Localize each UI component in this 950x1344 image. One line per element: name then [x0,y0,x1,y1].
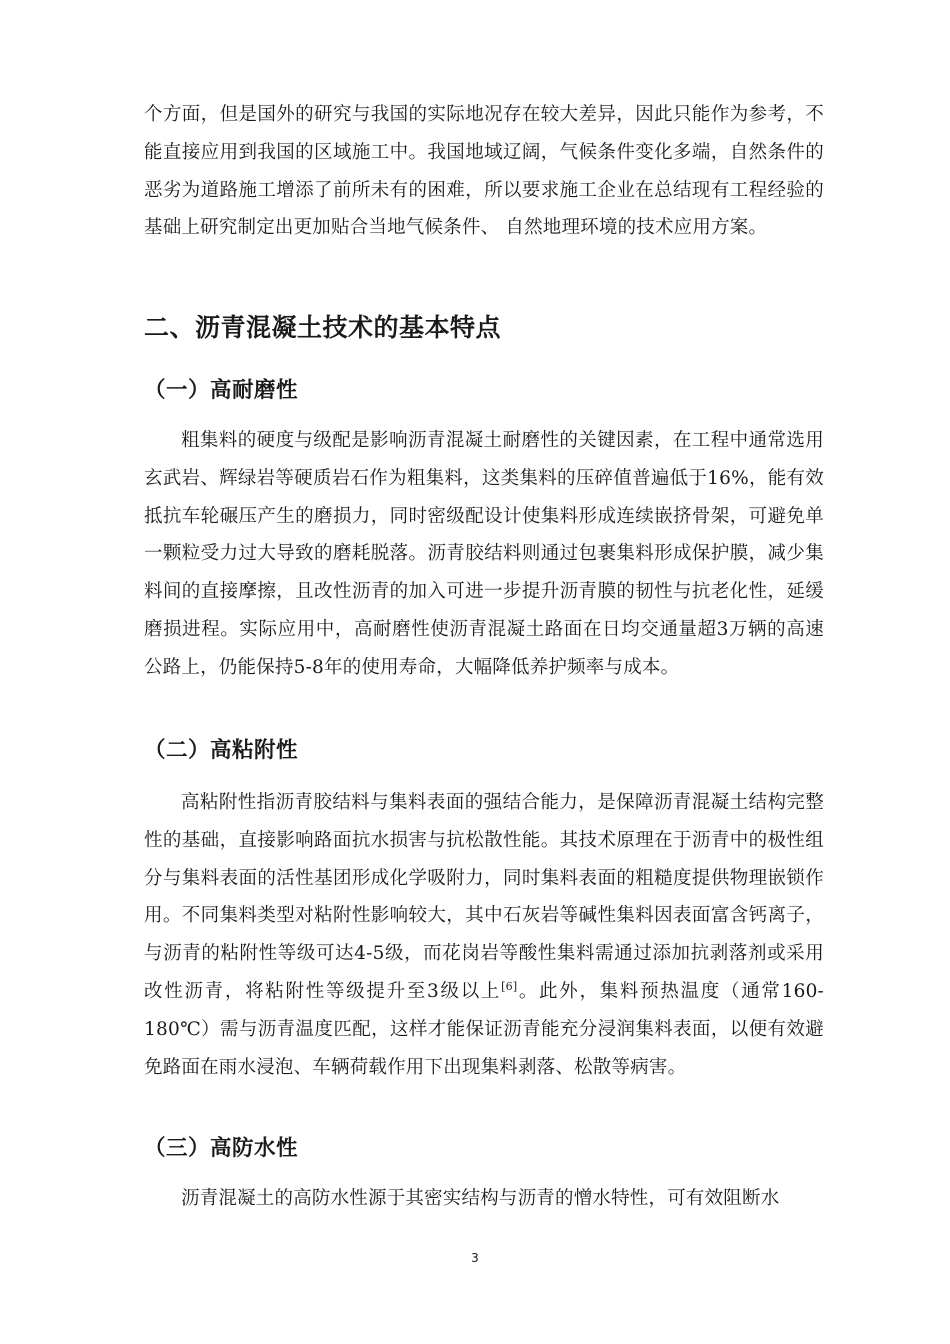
subheading-adhesion: （二）高粘附性 [144,738,299,763]
paragraph-adhesion [144,784,824,1086]
citation-reference: [6] [501,979,518,993]
paragraph-intro-continuation: 个方面，但是国外的研究与我国的实际地况存在较大差异，因此只能作为参考，不能直接应用到我国的区域施工中。我国地域辽阔，气候条件变化多端，自然条件的恶劣为道路施工增添了前所未有的困难，所以要求施工企业在总结现有工程经验的基础上研究制定出更加贴合当地气候条件、 自然地理环境的技术应用方案。 [144,104,824,239]
adhesion-text-part1: 高粘附性指沥青胶结料与集料表面的强结合能力，是保障沥青混凝土结构完整性的基础，直接影响路面抗水损害与抗松散性能。其技术原理在于沥青中的极性组分与集料表面的活性基团形成化学吸附力，同时集料表面的粗糙度提供物理嵌锁作用。不同集料类型对粘附性影响较大，其中石灰岩等碱性集料因表面富含钙离子，与沥青的粘附性等级可达4-5级，而花岗岩等酸性集料需通过添加抗剥落剂或采用改性沥青，将粘附性等级提升至3级以上 [144,792,824,1002]
subheading-wear-resistance: （一）高耐磨性 [144,378,299,403]
page-number: 3 [471,1251,479,1265]
subheading-waterproof: （三）高防水性 [144,1136,299,1161]
paragraph-waterproof: 沥青混凝土的高防水性源于其密实结构与沥青的憎水特性，可有效阻断水 [181,1188,780,1209]
section-heading-basic-features: 二、沥青混凝土技术的基本特点 [144,313,502,342]
adhesion-text-part2: 。此外，集料预热温度（通常160-180℃）需与沥青温度匹配，这样才能保证沥青能充分浸润集料表面，以便有效避免路面在雨水浸泡、车辆荷载作用下出现集料剥落、松散等病害。 [144,980,824,1078]
paragraph-wear-resistance: 粗集料的硬度与级配是影响沥青混凝土耐磨性的关键因素，在工程中通常选用玄武岩、辉绿岩等硬质岩石作为粗集料，这类集料的压碎值普遍低于16%，能有效抵抗车轮碾压产生的磨损力，同时密级配设计使集料形成连续嵌挤骨架，可避免单一颗粒受力过大导致的磨耗脱落。沥青胶结料则通过包裹集料形成保护膜，减少集料间的直接摩擦，且改性沥青的加入可进一步提升沥青膜的韧性与抗老化性，延缓磨损进程。实际应用中，高耐磨性使沥青混凝土路面在日均交通量超3万辆的高速公路上，仍能保持5-8年的使用寿命，大幅降低养护频率与成本。 [144,430,824,678]
